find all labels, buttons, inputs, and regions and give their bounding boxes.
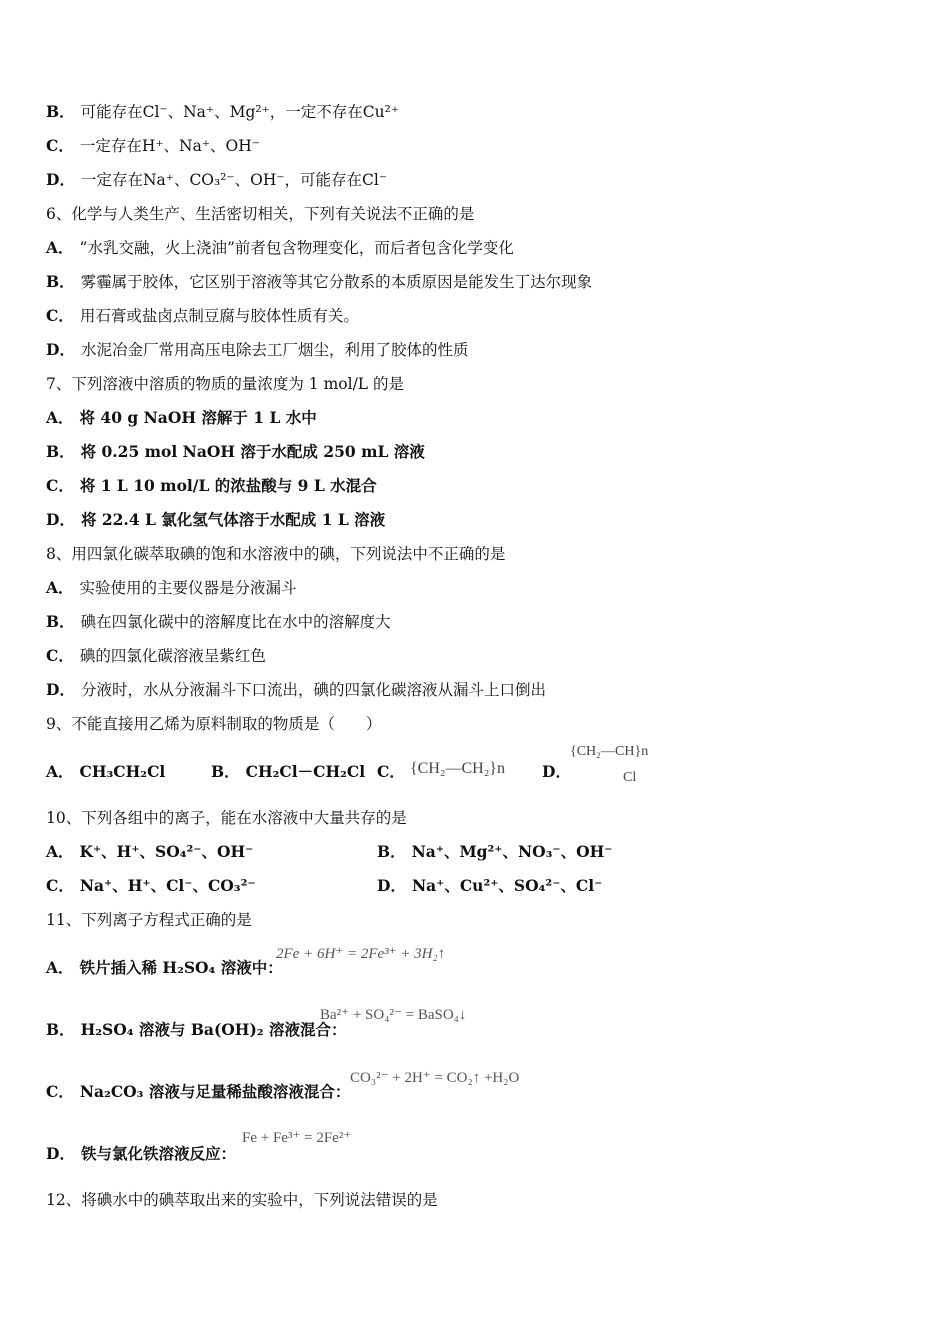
option-text: 铁片插入稀 H₂SO₄ 溶液中：	[79, 958, 283, 977]
q6-option-c	[46, 306, 359, 326]
option-label: B．	[46, 102, 75, 121]
option-label: C．	[46, 136, 74, 155]
option-label: D．	[46, 680, 75, 699]
option-label: A．	[46, 762, 74, 781]
q5-option-d	[46, 170, 387, 190]
q9-option-b	[211, 762, 365, 782]
q7-stem: 7、下列溶液中溶质的物质的量浓度为 1 mol/L 的是	[46, 375, 405, 393]
q6-stem: 6、化学与人类生产、生活密切相关，下列有关说法不正确的是	[46, 205, 475, 223]
option-label: A．	[46, 958, 74, 977]
q7-option-d	[46, 510, 385, 530]
q5-option-b	[46, 102, 399, 122]
option-label: D．	[377, 876, 406, 895]
q9-option-d-structure-cl: Cl	[623, 770, 637, 785]
option-label: C．	[46, 646, 74, 665]
option-text: Na₂CO₃ 溶液与足量稀盐酸溶液混合：	[79, 1082, 351, 1101]
q6-option-d	[46, 340, 468, 360]
q10-stem: 10、下列各组中的离子，能在水溶液中大量共存的是	[46, 809, 407, 827]
option-text: 将 0.25 mol NaOH 溶于水配成 250 mL 溶液	[80, 442, 425, 461]
option-text: 分液时，水从分液漏斗下口流出，碘的四氯化碳溶液从漏斗上口倒出	[80, 681, 546, 699]
q5-option-c	[46, 136, 260, 156]
option-label: A．	[46, 408, 74, 427]
q11-stem: 11、下列离子方程式正确的是	[46, 911, 252, 929]
option-label: B．	[46, 272, 75, 291]
option-text: CH₃CH₂Cl	[79, 762, 166, 781]
option-text: 将 40 g NaOH 溶解于 1 L 水中	[79, 408, 317, 427]
option-text: 碘在四氯化碳中的溶解度比在水中的溶解度大	[80, 613, 391, 631]
option-text: CH₂Cl－CH₂Cl	[245, 762, 366, 781]
q7-option-b	[46, 442, 425, 462]
option-label: A．	[46, 578, 74, 597]
q8-stem: 8、用四氯化碳萃取碘的饱和水溶液中的碘，下列说法中不正确的是	[46, 545, 506, 563]
option-text: 将 22.4 L 氯化氢气体溶于水配成 1 L 溶液	[80, 510, 386, 529]
option-text: 水泥冶金厂常用高压电除去工厂烟尘，利用了胶体的性质	[80, 341, 469, 359]
option-label: C．	[46, 1082, 74, 1101]
q11-option-d	[46, 1144, 236, 1164]
option-label: D．	[46, 510, 75, 529]
option-label: C．	[46, 306, 74, 325]
option-text: 可能存在Cl⁻、Na⁺、Mg²⁺，一定不存在Cu²⁺	[80, 103, 400, 121]
option-text: 一定存在H⁺、Na⁺、OH⁻	[79, 137, 260, 155]
q9-option-a	[46, 762, 165, 782]
q6-option-b	[46, 272, 592, 292]
option-text: H₂SO₄ 溶液与 Ba(OH)₂ 溶液混合：	[80, 1020, 347, 1039]
option-text: 将 1 L 10 mol/L 的浓盐酸与 9 L 水混合	[79, 476, 377, 495]
q12-stem: 12、将碘水中的碘萃取出来的实验中，下列说法错误的是	[46, 1191, 438, 1209]
q10-option-c	[46, 876, 256, 896]
option-label: C．	[46, 876, 74, 895]
option-label: A．	[46, 238, 74, 257]
option-label: B．	[46, 442, 75, 461]
q9-stem: 9、不能直接用乙烯为原料制取的物质是（ ）	[46, 715, 382, 733]
q11-option-b-equation: Ba²⁺ + SO₄²⁻ = BaSO₄↓	[320, 1007, 467, 1023]
option-label: C．	[46, 476, 74, 495]
option-text: “水乳交融，火上浇油”前者包含物理变化，而后者包含化学变化	[79, 239, 514, 257]
option-text: 雾霾属于胶体，它区别于溶液等其它分散系的本质原因是能发生丁达尔现象	[80, 273, 593, 291]
option-text: 实验使用的主要仪器是分液漏斗	[79, 579, 297, 597]
q10-option-d	[377, 876, 602, 896]
option-label: B．	[377, 842, 406, 861]
option-text: 一定存在Na⁺、CO₃²⁻、OH⁻，可能存在Cl⁻	[80, 171, 388, 189]
q8-option-c	[46, 646, 266, 666]
q10-option-b	[377, 842, 612, 862]
option-label: A．	[46, 842, 74, 861]
q7-option-c	[46, 476, 377, 496]
q11-option-a-equation: 2Fe + 6H⁺ = 2Fe³⁺ + 3H₂↑	[276, 946, 446, 962]
q9-option-d-structure-top: {CH₂—CH}n	[570, 744, 649, 759]
q9-option-c-structure: {CH₂—CH₂}n	[410, 760, 505, 777]
option-label: D．	[46, 1144, 75, 1163]
option-label: B．	[46, 612, 75, 631]
option-text: 铁与氯化铁溶液反应：	[80, 1144, 236, 1163]
q11-option-b	[46, 1020, 346, 1040]
option-text: Na⁺、Mg²⁺、NO₃⁻、OH⁻	[411, 842, 613, 861]
q7-option-a	[46, 408, 317, 428]
q11-option-d-equation: Fe + Fe³⁺ = 2Fe²⁺	[242, 1130, 352, 1146]
q8-option-a	[46, 578, 297, 598]
option-text: Na⁺、Cu²⁺、SO₄²⁻、Cl⁻	[411, 876, 603, 895]
q10-option-a	[46, 842, 253, 862]
option-label: B．	[46, 1020, 75, 1039]
option-text: Na⁺、H⁺、Cl⁻、CO₃²⁻	[79, 876, 256, 895]
q6-option-a	[46, 238, 514, 258]
q8-option-b	[46, 612, 391, 632]
option-text: 碘的四氯化碳溶液呈紫红色	[79, 647, 266, 665]
q9-option-c-label: C．	[377, 762, 405, 781]
q11-option-c-equation: CO₃²⁻ + 2H⁺ = CO₂↑ +H₂O	[350, 1070, 520, 1086]
q8-option-d	[46, 680, 546, 700]
option-text: K⁺、H⁺、SO₄²⁻、OH⁻	[79, 842, 254, 861]
option-text: 用石膏或盐卤点制豆腐与胶体性质有关。	[79, 307, 359, 325]
option-label: B．	[211, 762, 240, 781]
q9-option-d-label: D．	[542, 762, 571, 781]
q11-option-a	[46, 958, 283, 978]
option-label: D．	[46, 170, 75, 189]
q11-option-c	[46, 1082, 350, 1102]
option-label: D．	[46, 340, 75, 359]
